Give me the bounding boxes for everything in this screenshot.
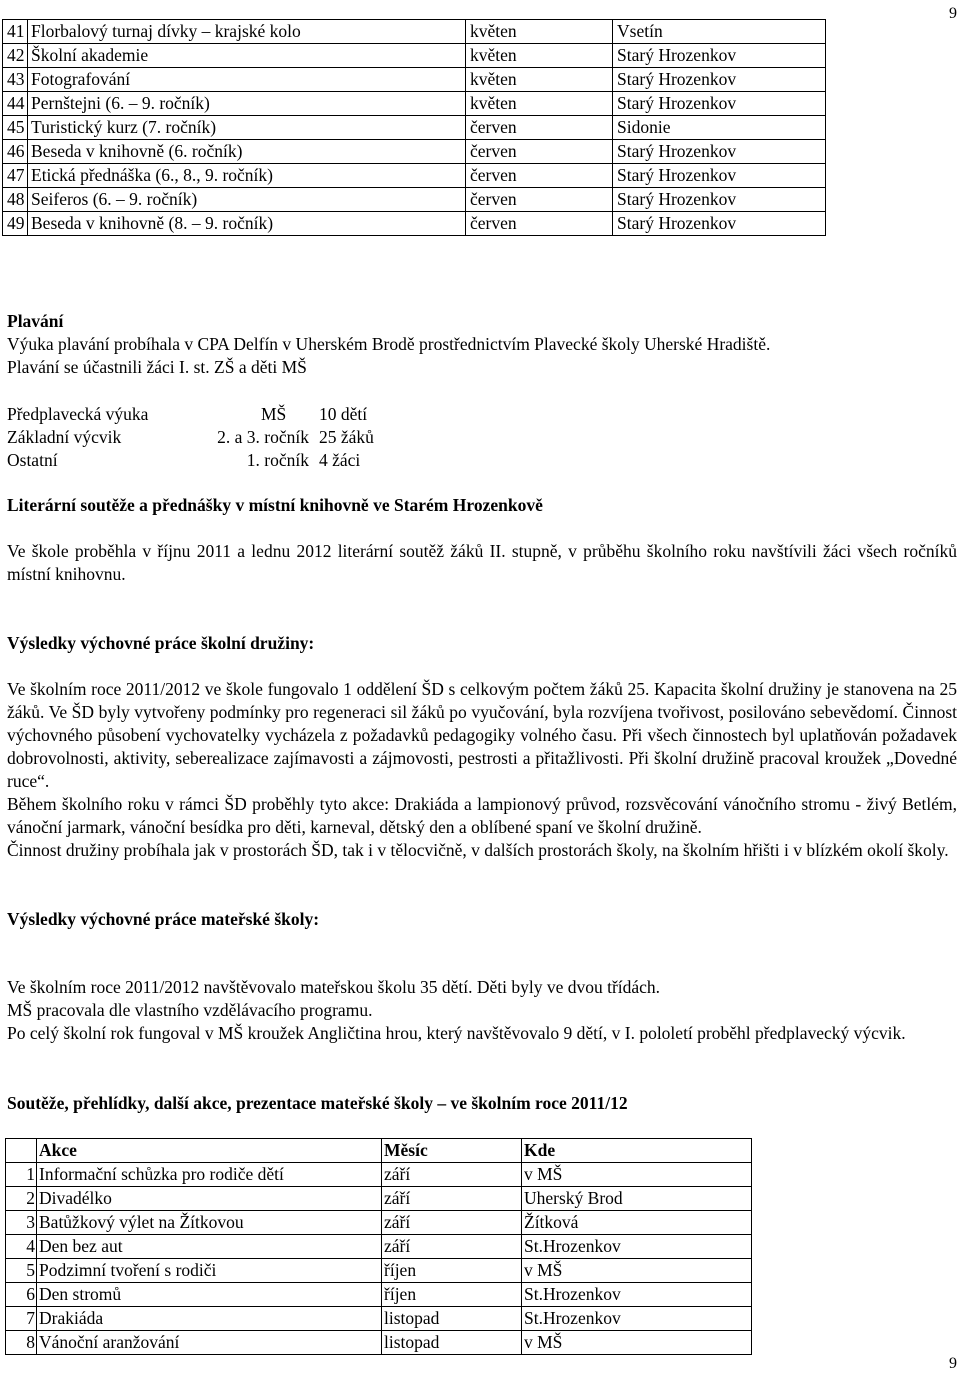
event-number: 42 bbox=[3, 44, 28, 68]
event-name: Batůžkový výlet na Žítkovou bbox=[37, 1211, 382, 1235]
swimming-groups bbox=[7, 403, 957, 472]
event-name: Podzimní tvoření s rodiči bbox=[37, 1259, 382, 1283]
table-row bbox=[6, 1163, 752, 1187]
swim-grade: MŠ bbox=[261, 404, 287, 424]
event-name: Seiferos (6. – 9. ročník) bbox=[28, 188, 466, 212]
event-number: 45 bbox=[3, 116, 28, 140]
table-row bbox=[6, 1259, 752, 1283]
row-number: 4 bbox=[6, 1235, 37, 1259]
event-place: Starý Hrozenkov bbox=[613, 44, 826, 68]
kindergarten-text bbox=[7, 976, 957, 1045]
swim-grade: 1. ročník bbox=[246, 450, 309, 470]
event-month: září bbox=[382, 1187, 522, 1211]
event-name: Etická přednáška (6., 8., 9. ročník) bbox=[28, 164, 466, 188]
event-month: červen bbox=[466, 212, 613, 236]
event-place: St.Hrozenkov bbox=[522, 1235, 752, 1259]
event-name: Fotografování bbox=[28, 68, 466, 92]
event-month: listopad bbox=[382, 1307, 522, 1331]
event-place: v MŠ bbox=[522, 1259, 752, 1283]
competitions-table bbox=[5, 1138, 752, 1355]
swimming-section bbox=[7, 310, 957, 472]
event-number: 48 bbox=[3, 188, 28, 212]
row-number: 8 bbox=[6, 1331, 37, 1355]
event-name: Beseda v knihovně (8. – 9. ročník) bbox=[28, 212, 466, 236]
table-row bbox=[6, 1187, 752, 1211]
table-row bbox=[3, 20, 826, 44]
event-place: Uherský Brod bbox=[522, 1187, 752, 1211]
table-row bbox=[3, 188, 826, 212]
event-month: květen bbox=[466, 20, 613, 44]
event-month: září bbox=[382, 1235, 522, 1259]
event-place: Sidonie bbox=[613, 116, 826, 140]
table-row bbox=[3, 212, 826, 236]
event-month: květen bbox=[466, 44, 613, 68]
table-row bbox=[6, 1331, 752, 1355]
event-name: Pernštejni (6. – 9. ročník) bbox=[28, 92, 466, 116]
event-number: 43 bbox=[3, 68, 28, 92]
list-item bbox=[7, 403, 957, 426]
club-paragraph-3: Činnost družiny probíhala jak v prostorách ŠD, tak i v tělocvičně, v dalších prostorách školy, na školním hřišti i v blízkém okolí školy. bbox=[7, 840, 949, 860]
event-month: červen bbox=[466, 164, 613, 188]
table-row bbox=[3, 92, 826, 116]
row-number: 3 bbox=[6, 1211, 37, 1235]
event-name: Drakiáda bbox=[37, 1307, 382, 1331]
club-text bbox=[7, 678, 957, 862]
column-header: Akce bbox=[37, 1139, 382, 1163]
event-place: Žítková bbox=[522, 1211, 752, 1235]
table-row bbox=[6, 1283, 752, 1307]
event-name: Informační schůzka pro rodiče dětí bbox=[37, 1163, 382, 1187]
event-name: Den stromů bbox=[37, 1283, 382, 1307]
swim-group: Ostatní bbox=[7, 450, 58, 470]
event-number: 47 bbox=[3, 164, 28, 188]
event-name: Den bez aut bbox=[37, 1235, 382, 1259]
event-place: v MŠ bbox=[522, 1331, 752, 1355]
event-place: Starý Hrozenkov bbox=[613, 140, 826, 164]
page-number-bottom: 9 bbox=[949, 1355, 957, 1372]
event-number: 44 bbox=[3, 92, 28, 116]
events-table bbox=[2, 19, 826, 236]
event-place: St.Hrozenkov bbox=[522, 1283, 752, 1307]
row-number: 2 bbox=[6, 1187, 37, 1211]
swim-count: 4 žáci bbox=[319, 450, 361, 470]
kindergarten-heading: Výsledky výchovné práce mateřské školy: bbox=[7, 909, 320, 929]
swimming-heading: Plavání bbox=[7, 311, 64, 331]
swim-group: Základní výcvik bbox=[7, 427, 122, 447]
table-row bbox=[3, 116, 826, 140]
event-month: květen bbox=[466, 92, 613, 116]
event-name: Florbalový turnaj dívky – krajské kolo bbox=[28, 20, 466, 44]
event-name: Školní akademie bbox=[28, 44, 466, 68]
event-place: Vsetín bbox=[613, 20, 826, 44]
page-number-top: 9 bbox=[949, 5, 957, 22]
table-row bbox=[3, 68, 826, 92]
swimming-text-2: Plavání se účastnili žáci I. st. ZŠ a děti MŠ bbox=[7, 357, 307, 377]
kindergarten-line-2: MŠ pracovala dle vlastního vzdělávacího programu. bbox=[7, 1000, 373, 1020]
event-month: říjen bbox=[382, 1259, 522, 1283]
table-row bbox=[6, 1211, 752, 1235]
table-row bbox=[6, 1307, 752, 1331]
table-row bbox=[3, 164, 826, 188]
swimming-text-1: Výuka plavání probíhala v CPA Delfín v Uherském Brodě prostřednictvím Plavecké školy Uherské Hradiště. bbox=[7, 334, 771, 354]
row-number: 5 bbox=[6, 1259, 37, 1283]
row-number: 1 bbox=[6, 1163, 37, 1187]
list-item bbox=[7, 426, 957, 449]
event-number: 49 bbox=[3, 212, 28, 236]
event-month: září bbox=[382, 1163, 522, 1187]
library-text: Ve škole proběhla v říjnu 2011 a lednu 2012 literární soutěž žáků II. stupně, v průběhu školního roku navštívili žáci všech ročníků místní knihovnu. bbox=[7, 541, 957, 584]
club-paragraph-2: Během školního roku v rámci ŠD proběhly tyto akce: Drakiáda a lampionový průvod, rozsvěcování vánočního stromu - živý Betlém, vánoční jarmark, vánoční besídka pro děti, karneval, dětský den a oblíbené spaní ve školní družině. bbox=[7, 794, 957, 837]
event-place: Starý Hrozenkov bbox=[613, 212, 826, 236]
competitions-heading: Soutěže, přehlídky, další akce, prezentace mateřské školy – ve školním roce 2011/12 bbox=[7, 1093, 628, 1113]
column-header bbox=[6, 1139, 37, 1163]
swim-grade: 2. a 3. ročník bbox=[217, 427, 309, 447]
swim-group: Předplavecká výuka bbox=[7, 404, 149, 424]
event-month: listopad bbox=[382, 1331, 522, 1355]
event-name: Beseda v knihovně (6. ročník) bbox=[28, 140, 466, 164]
club-heading: Výsledky výchovné práce školní družiny: bbox=[7, 633, 315, 653]
event-number: 46 bbox=[3, 140, 28, 164]
event-place: St.Hrozenkov bbox=[522, 1307, 752, 1331]
event-month: září bbox=[382, 1211, 522, 1235]
list-item bbox=[7, 449, 957, 472]
event-month: květen bbox=[466, 68, 613, 92]
library-heading: Literární soutěže a přednášky v místní knihovně ve Starém Hrozenkově bbox=[7, 495, 543, 515]
kindergarten-line-3: Po celý školní rok fungoval v MŠ kroužek Angličtina hrou, který navštěvovalo 9 dětí, v I. pololetí proběhl předplavecký výcvik. bbox=[7, 1023, 906, 1043]
event-name: Turistický kurz (7. ročník) bbox=[28, 116, 466, 140]
table-row bbox=[3, 140, 826, 164]
table-row bbox=[3, 44, 826, 68]
table-header-row bbox=[6, 1139, 752, 1163]
event-place: v MŠ bbox=[522, 1163, 752, 1187]
column-header: Měsíc bbox=[382, 1139, 522, 1163]
event-month: červen bbox=[466, 140, 613, 164]
row-number: 6 bbox=[6, 1283, 37, 1307]
event-place: Starý Hrozenkov bbox=[613, 188, 826, 212]
event-place: Starý Hrozenkov bbox=[613, 164, 826, 188]
event-place: Starý Hrozenkov bbox=[613, 68, 826, 92]
event-month: červen bbox=[466, 116, 613, 140]
kindergarten-line-1: Ve školním roce 2011/2012 navštěvovalo mateřskou školu 35 dětí. Děti byly ve dvou třídách. bbox=[7, 977, 661, 997]
column-header: Kde bbox=[522, 1139, 752, 1163]
event-name: Divadélko bbox=[37, 1187, 382, 1211]
club-paragraph-1: Ve školním roce 2011/2012 ve škole fungovalo 1 oddělení ŠD s celkovým počtem žáků 25. Kapacita školní družiny je stanovena na 25 žáků. Ve ŠD byly vytvořeny podmínky pro regeneraci sil žáků po vyučování, byla rozvíjena tvořivost, posilováno sebevědomí. Činnost výchovného působení vychovatelky vycházela z požadavků pedagogiky volného času. Při všech činnostech byl uplatňován požadavek dobrovolnosti, aktivity, seberealizace zajímavosti a zájmovosti, pestrosti a přitažlivosti. Při školní družině pracoval kroužek „Dovedné ruce“. bbox=[7, 679, 957, 791]
event-name: Vánoční aranžování bbox=[37, 1331, 382, 1355]
event-number: 41 bbox=[3, 20, 28, 44]
event-place: Starý Hrozenkov bbox=[613, 92, 826, 116]
table-row bbox=[6, 1235, 752, 1259]
event-month: říjen bbox=[382, 1283, 522, 1307]
swim-count: 25 žáků bbox=[319, 427, 374, 447]
row-number: 7 bbox=[6, 1307, 37, 1331]
swim-count: 10 dětí bbox=[319, 404, 368, 424]
event-month: červen bbox=[466, 188, 613, 212]
